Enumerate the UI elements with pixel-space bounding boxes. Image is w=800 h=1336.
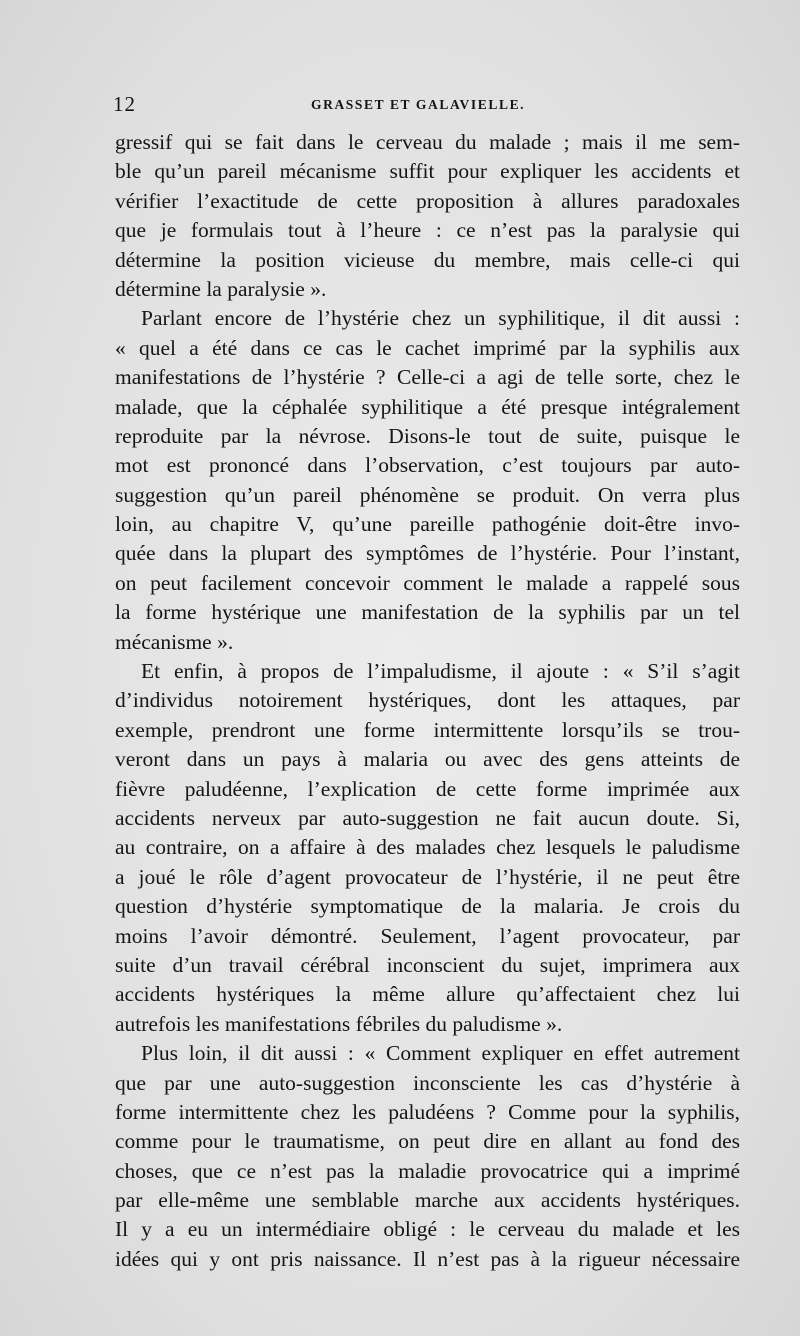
text-line: que je formulais tout à l’heure : ce n’est pas la paralysie qui <box>115 218 740 243</box>
text-line: suite d’un travail cérébral inconscient du sujet, imprimera aux <box>115 952 740 977</box>
text-line: suggestion qu’un pareil phénomène se produit. On verra plus <box>115 482 740 507</box>
text-line: mot est prononcé dans l’observation, c’est toujours par auto- <box>115 453 740 478</box>
running-head: GRASSET ET GALAVIELLE. <box>311 97 526 112</box>
text-line: « quel a été dans ce cas le cachet imprimé par la syphilis aux <box>115 335 740 360</box>
text-line: Et enfin, à propos de l’impaludisme, il ajoute : « S’il s’agit <box>141 659 740 684</box>
text-line: que par une auto-suggestion inconsciente les cas d’hystérie à <box>115 1070 740 1095</box>
text-line: Il y a eu un intermédiaire obligé : le cerveau du malade et les <box>115 1217 740 1242</box>
text-line: on peut facilement concevoir comment le malade a rappelé sous <box>115 570 740 595</box>
text-line: gressif qui se fait dans le cerveau du malade ; mais il me sem- <box>115 130 740 154</box>
text-line: a joué le rôle d’agent provocateur de l’hystérie, il ne peut être <box>115 864 740 889</box>
text-line: mécanisme ». <box>115 629 234 654</box>
text-line: la forme hystérique une manifestation de la syphilis par un tel <box>115 600 740 625</box>
text-line: au contraire, on a affaire à des malades chez lesquels le paludisme <box>115 835 740 860</box>
body-text <box>115 128 740 1274</box>
text-line: Plus loin, il dit aussi : « Comment expliquer en effet autrement <box>141 1041 740 1066</box>
text-line: détermine la paralysie ». <box>115 276 327 301</box>
text-line: Parlant encore de l’hystérie chez un syphilitique, il dit aussi : <box>141 306 740 331</box>
text-line: accidents nerveux par auto-suggestion ne fait aucun doute. Si, <box>115 805 740 830</box>
text-line: question d’hystérie symptomatique de la malaria. Je crois du <box>115 894 740 919</box>
text-line: détermine la position vicieuse du membre, mais celle-ci qui <box>115 247 740 272</box>
text-line: comme pour le traumatisme, on peut dire en allant au fond des <box>115 1129 740 1154</box>
text-line: manifestations de l’hystérie ? Celle-ci a agi de telle sorte, chez le <box>115 365 740 390</box>
text-line: moins l’avoir démontré. Seulement, l’agent provocateur, par <box>115 923 740 948</box>
text-line: fièvre paludéenne, l’explication de cette forme imprimée aux <box>115 776 740 801</box>
text-line: choses, que ce n’est pas la maladie provocatrice qui a imprimé <box>115 1158 740 1183</box>
text-line: ble qu’un pareil mécanisme suffit pour expliquer les accidents et <box>115 159 740 184</box>
text-line: autrefois les manifestations fébriles du paludisme ». <box>115 1011 563 1036</box>
page-number: 12 <box>113 92 136 116</box>
text-line: accidents hystériques la même allure qu’affectaient chez lui <box>115 982 740 1007</box>
text-line: par elle-même une semblable marche aux accidents hystériques. <box>115 1188 740 1213</box>
text-line: forme intermittente chez les paludéens ? Comme pour la syphilis, <box>115 1099 740 1124</box>
text-line: reproduite par la névrose. Disons-le tout de suite, puisque le <box>115 423 740 448</box>
text-line: exemple, prendront une forme intermittente lorsqu’ils se trou- <box>115 717 740 742</box>
text-line: veront dans un pays à malaria ou avec des gens atteints de <box>115 747 740 772</box>
page-header <box>113 92 738 116</box>
text-line: idées qui y ont pris naissance. Il n’est pas à la rigueur nécessaire <box>115 1246 740 1271</box>
text-line: d’individus notoirement hystériques, dont les attaques, par <box>115 688 740 713</box>
text-line: vérifier l’exactitude de cette proposition à allures paradoxales <box>115 188 740 213</box>
text-line: loin, au chapitre V, qu’une pareille pathogénie doit-être invo- <box>115 512 740 537</box>
text-line: malade, que la céphalée syphilitique a été presque intégralement <box>115 394 740 419</box>
text-line: quée dans la plupart des symptômes de l’hystérie. Pour l’instant, <box>115 541 740 566</box>
